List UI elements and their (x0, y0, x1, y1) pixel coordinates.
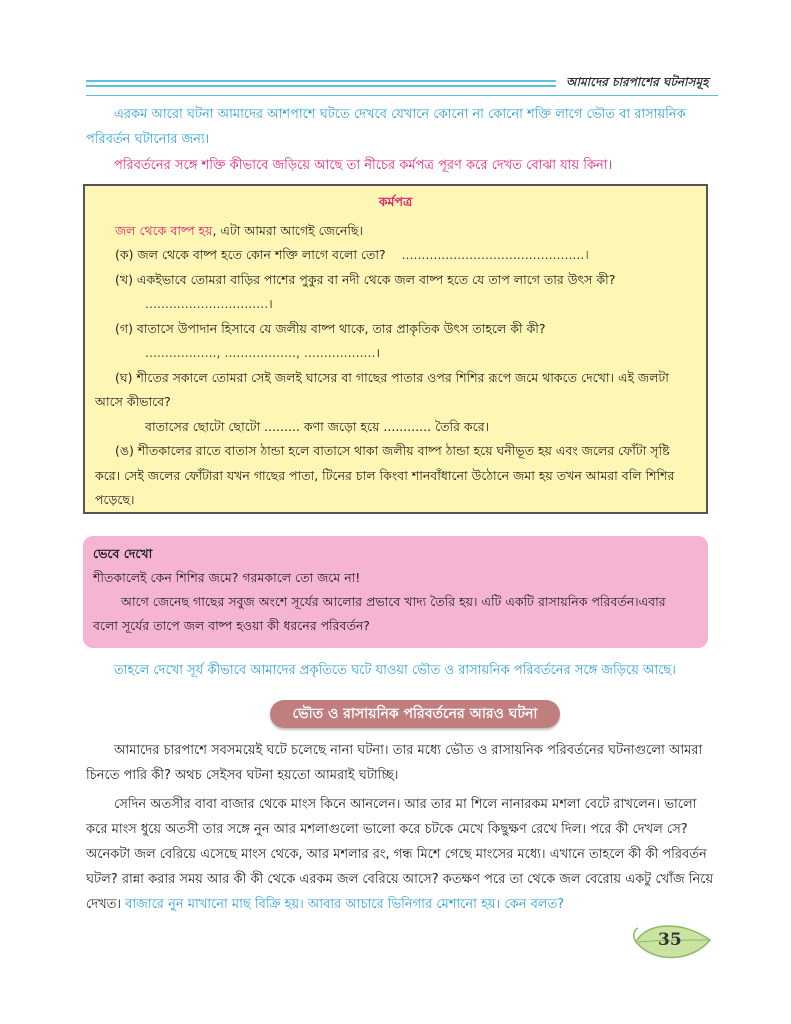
section-paragraph-2-line: ঘটল? রান্না করার সময় আর কী কী থেকে এরকম জল বেরিয়ে আসে? কতক্ষণ পরে তা থেকে জল বেরোয় একটু খোঁজ নিয়ে (86, 872, 714, 887)
intro-paragraph: এরকম আরো ঘটনা আমাদের আশপাশে ঘটতে দেখবে যেখানে কোনো না কোনো শক্তি লাগে ভৌত বা রাসায়নিক পরিবর্তন ঘটানোর জন্য। (86, 107, 686, 147)
question-ka (95, 243, 696, 268)
worksheet-intro (95, 219, 696, 244)
section-paragraph-2 (86, 792, 718, 917)
question-umo: (ঙ) শীতকালের রাতে বাতাস ঠান্ডা হলে বাতাসে থাকা জলীয় বাষ্প ঠান্ডা হয়ে ঘনীভূত হয় এবং জলের ফোঁটা সৃষ্টি (115, 443, 670, 458)
worksheet-intro-highlight: জল থেকে বাষ্প হয় (115, 222, 213, 238)
worksheet-box (83, 184, 708, 514)
section-paragraph-1 (86, 738, 718, 788)
section-paragraph-2-line: সেদিন অতসীর বাবা বাজার থেকে মাংস কিনে আনলেন। আর তার মা শিলে নানারকম মশলা বেটে রাখলেন। ভালো (114, 797, 697, 812)
answer-blank-kha[interactable]: ...............................। (145, 296, 273, 311)
question-gha-continued: আসে কীভাবে? (95, 394, 171, 409)
answer-blank-ka[interactable]: ..............................................। (401, 247, 589, 262)
chapter-header-title: আমাদের চারপাশের ঘটনাসমূহ (566, 75, 709, 89)
think-line-2: আগে জেনেছ গাছের সবুজ অংশে সূর্যের আলোর প্রভাবে খাদ্য তৈরি হয়। এটি একটি রাসায়নিক পরিবর্তন।এবার (121, 594, 666, 609)
think-title: ভেবে দেখো (93, 546, 153, 561)
question-kha: (খ) একইভাবে তোমরা বাড়ির পাশের পুকুর বা নদী থেকে জল বাষ্প হতে যে তাপ লাগে তার উৎস কী? (115, 271, 616, 287)
question-ga: (গ) বাতাসে উপাদান হিসাবে যে জলীয় বাষ্প থাকে, তার প্রাকৃতিক উৎস তাহলে কী কী? (115, 320, 546, 336)
conclusion-text: তাহলে দেখো সূর্য কীভাবে আমাদের প্রকৃতিতে ঘটে যাওয়া ভৌত ও রাসায়নিক পরিবর্তনের সঙ্গে জড়িয়ে আছে। (114, 663, 676, 678)
instruction-paragraph: পরিবর্তনের সঙ্গে শক্তি কীভাবে জড়িয়ে আছে তা নীচের কর্মপত্র পূরণ করে দেখত বোঝা যায় কিনা। (114, 158, 613, 173)
answer-blank-ga[interactable]: .................., .................., ..................। (145, 345, 381, 360)
question-ka-text: (ক) জল থেকে বাষ্প হতে কোন শক্তি লাগে বলো তো? (115, 247, 386, 262)
answer-fill-gha[interactable]: বাতাসের ছোটো ছোটো ......... কণা জড়ো হয়ে ............ তৈরি করে। (145, 418, 490, 434)
question-umo-line2: করে। সেই জলের ফোঁটারা যখন গাছের পাতা, টিনের চাল কিংবা শানবাঁধানো উঠোনে জমা হয় তখন আমরা বলি শিশির (95, 467, 675, 483)
header-decorative-lines (86, 80, 556, 94)
worksheet-title: কর্মপত্র (378, 194, 413, 209)
question-umo-line3: পড়েছে। (95, 492, 135, 507)
section-paragraph-1-line: আমাদের চারপাশে সবসময়েই ঘটে চলেছে নানা ঘটনা। তার মধ্যে ভৌত ও রাসায়নিক পরিবর্তনের ঘটনাগুলো আমরা (114, 743, 703, 758)
section-paragraph-1-line: চিনতে পারি কী? অথচ সেইসব ঘটনা হয়তো আমরাই ঘটাচ্ছি। (86, 768, 399, 783)
section-title-badge: ভৌত ও রাসায়নিক পরিবর্তনের আরও ঘটনা (270, 700, 560, 728)
section-question-highlight: বাজারে নুন মাখানো মাছ বিক্রি হয়। আবার আচারে ভিনিগার মেশানো হয়। কেন বলত? (121, 897, 565, 912)
worksheet-intro-rest: , এটা আমরা আগেই জেনেছি। (212, 222, 363, 238)
question-gha: (ঘ) শীতের সকালে তোমরা সেই জলই ঘাসের বা গাছের পাতার ওপর শিশির রূপে জমে থাকতে দেখো। এই জলটা (115, 369, 669, 385)
section-paragraph-2-line: দেখত। (86, 897, 122, 912)
think-box (83, 536, 708, 648)
header-rule (86, 95, 718, 96)
think-line-3: বলো সূর্যের তাপে জল বাষ্প হওয়া কী ধরনের পরিবর্তন? (93, 618, 370, 633)
section-paragraph-2-line: অনেকটা জল বেরিয়ে এসেছে মাংস থেকে, আর মশলার রং, গন্ধ মিশে গেছে মাংসের মধ্যে। এখানে তাহলে কী কী পরিবর্তন (86, 847, 707, 862)
page-number: 35 (658, 930, 682, 950)
think-line-1: শীতকালেই কেন শিশির জমে? গরমকালে তো জমে না! (93, 570, 361, 585)
section-paragraph-2-line: করে মাংস ধুয়ে অতসী তার সঙ্গে নুন আর মশলাগুলো ভালো করে চটকে মেখে কিছুক্ষণ রেখে দিল। পরে কী দেখল সে? (86, 822, 688, 837)
